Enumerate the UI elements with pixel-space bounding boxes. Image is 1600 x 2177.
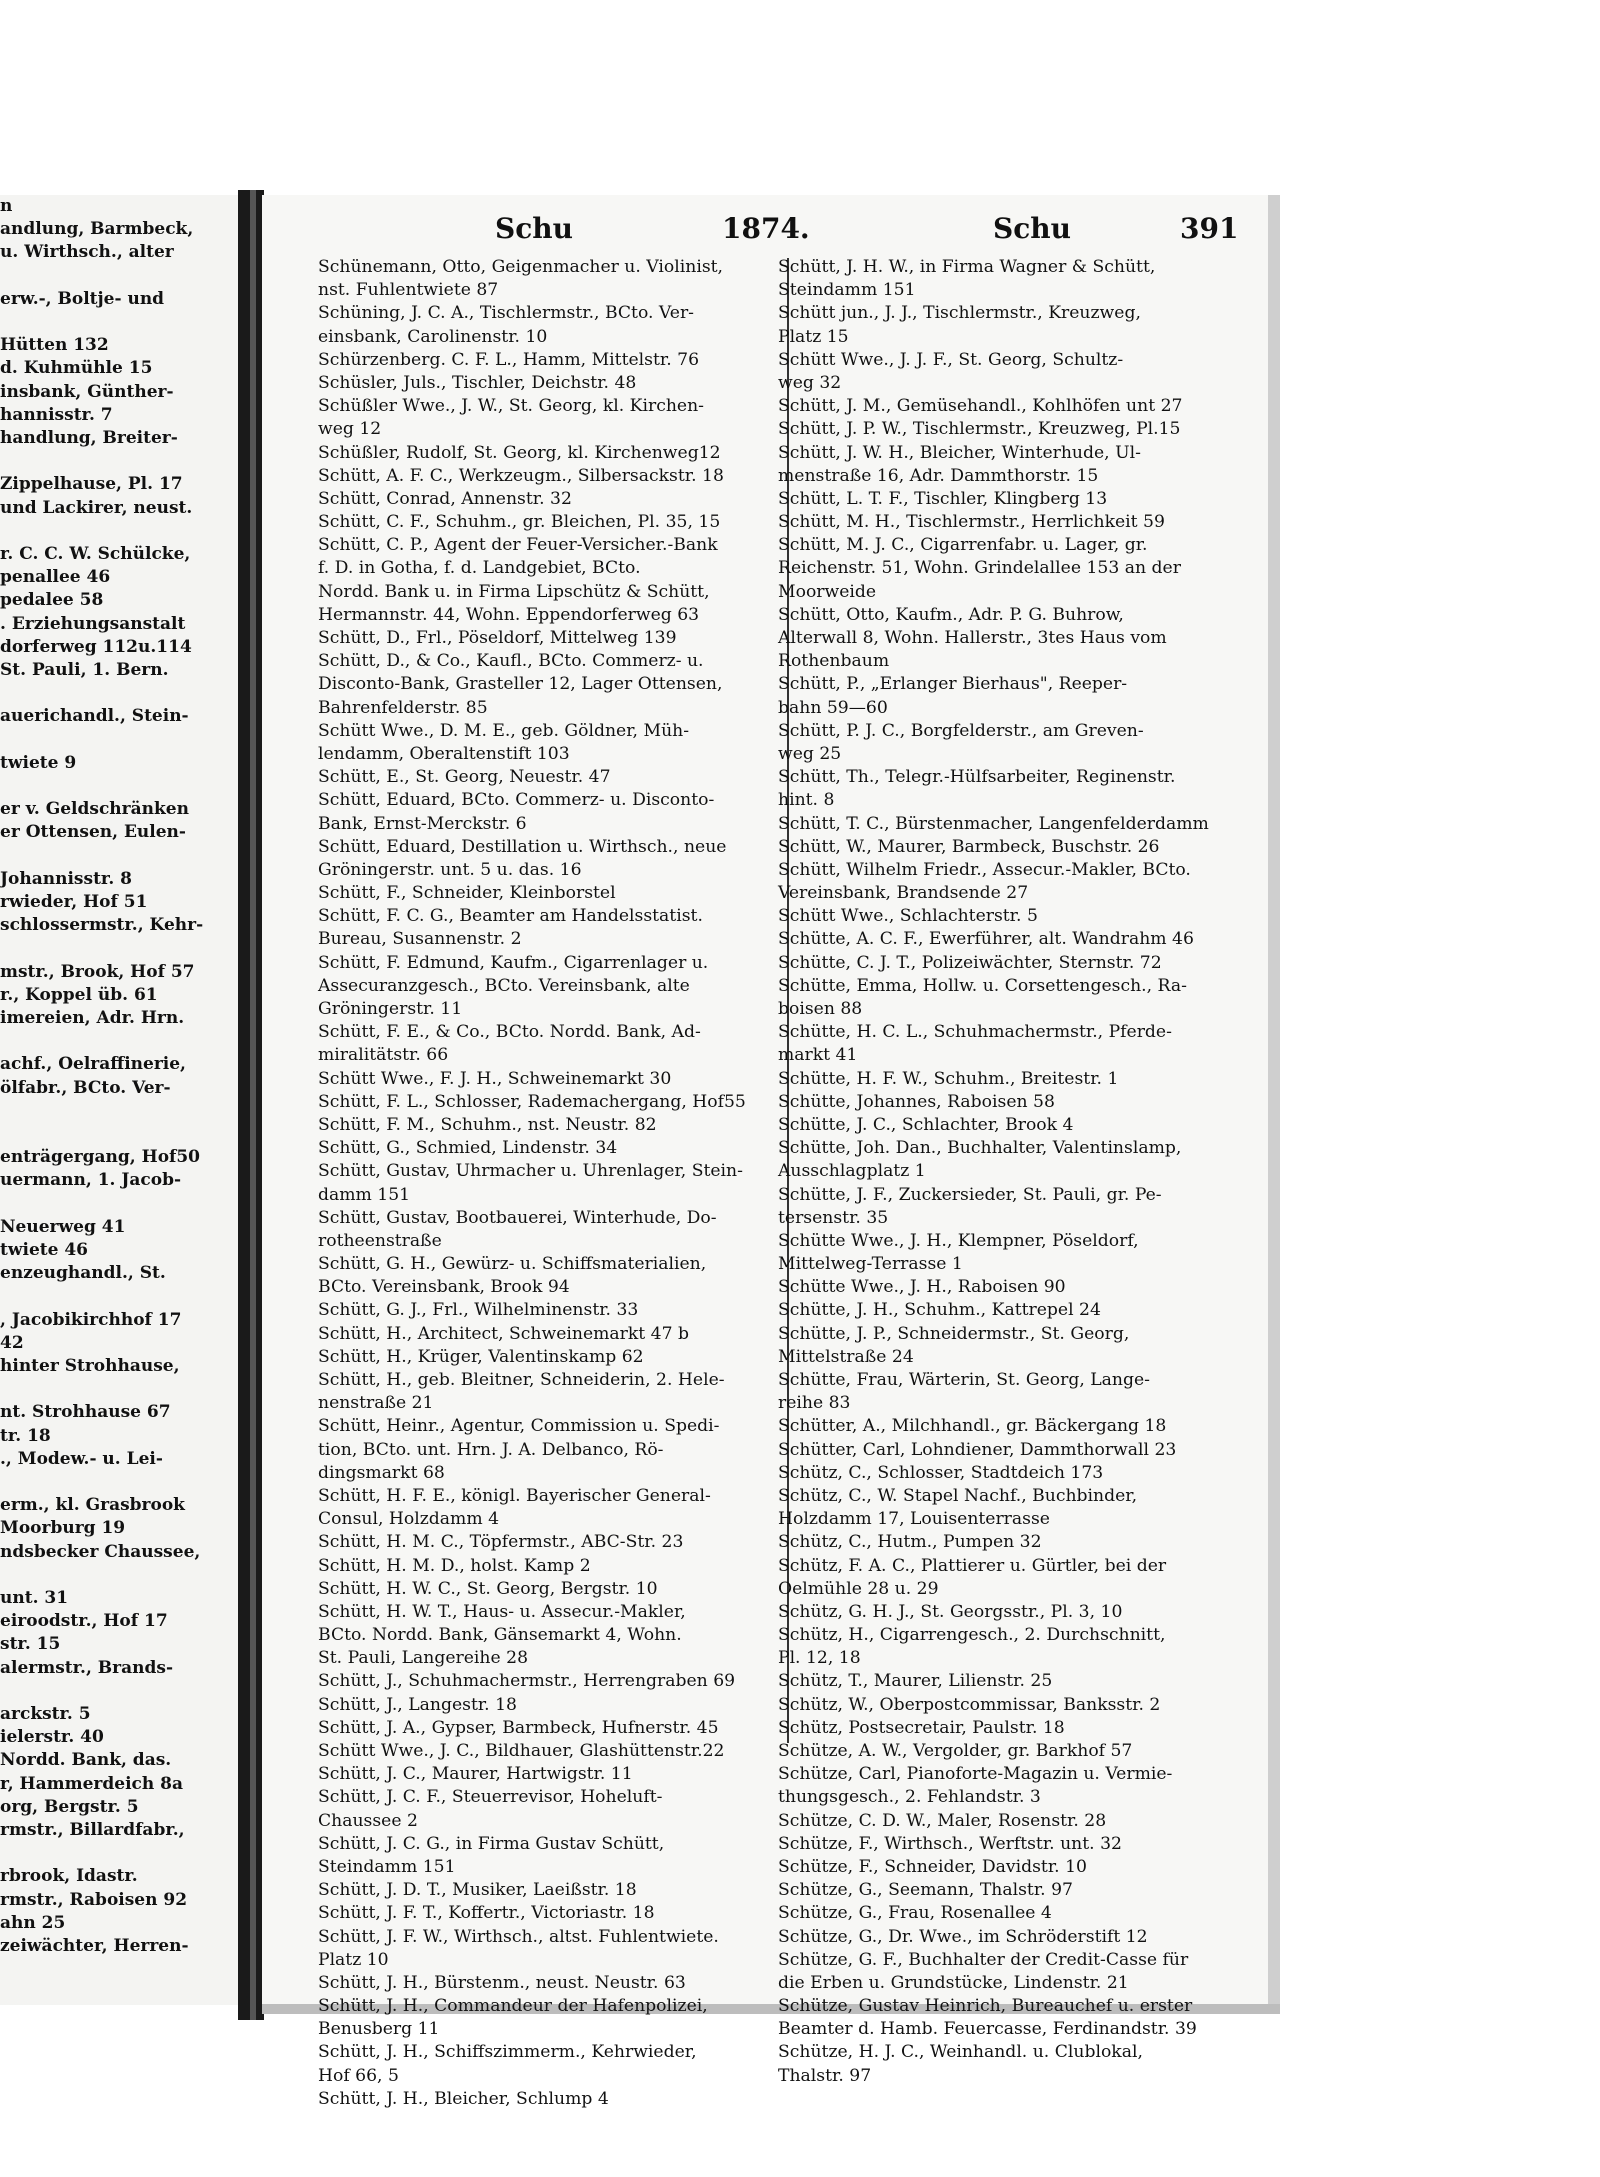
directory-entry-line: Schütt, H. M. C., Töpfermstr., ABC-Str. 23 <box>318 1532 684 1553</box>
directory-entry-line: Chaussee 2 <box>318 1810 418 1831</box>
directory-entry-line: Schütt, H., Architect, Schweinemarkt 47 b <box>318 1323 689 1344</box>
left-page-line: St. Pauli, 1. Bern. <box>0 660 169 680</box>
directory-entry-line: BCto. Nordd. Bank, Gänsemarkt 4, Wohn. <box>318 1625 682 1646</box>
directory-entry-line: Schüßler Wwe., J. W., St. Georg, kl. Kirchen- <box>318 396 704 417</box>
directory-entry-line: Assecuranzgesch., BCto. Vereinsbank, alte <box>318 975 690 996</box>
left-page-line: r, Hammerdeich 8a <box>0 1773 184 1794</box>
directory-entry-line: Platz 10 <box>318 1949 389 1970</box>
directory-entry-line: Schütt, J. H., Schiffszimmerm., Kehrwieder, <box>318 2042 697 2063</box>
directory-entry-line: Schütt jun., J. J., Tischlermstr., Kreuzweg, <box>778 303 1141 324</box>
directory-entry-line: Schütze, G., Dr. Wwe., im Schröderstift 12 <box>778 1926 1148 1947</box>
directory-entry-line: St. Pauli, Langereihe 28 <box>318 1648 529 1669</box>
directory-entry-line: Schütze, G. F., Buchhalter der Credit-Casse für <box>778 1949 1189 1970</box>
directory-entry-line: Schütze, C. D. W., Maler, Rosenstr. 28 <box>778 1810 1107 1831</box>
left-page-line: nt. Strohhause 67 <box>0 1402 171 1423</box>
header-year: 1874. <box>722 212 810 245</box>
left-page-line: alermstr., Brands- <box>0 1657 174 1678</box>
left-page-line: er v. Geldschränken <box>0 799 189 820</box>
left-page-line: pedalee 58 <box>0 590 104 611</box>
directory-entry-line: Schütte Wwe., J. H., Raboisen 90 <box>778 1277 1066 1298</box>
directory-entry-line: Schütze, F., Wirthsch., Werftstr. unt. 32 <box>778 1833 1122 1854</box>
directory-entry-line: Ausschlagplatz 1 <box>778 1161 926 1182</box>
directory-entry-line: Schütt, F. E., & Co., BCto. Nordd. Bank, Ad- <box>318 1022 701 1043</box>
directory-entry-line: Schüsler, Juls., Tischler, Deichstr. 48 <box>318 372 637 393</box>
directory-entry-line: Schütte, H. C. L., Schuhmachermstr., Pferde- <box>778 1022 1172 1043</box>
directory-entry-line: Schütt, J. C., Maurer, Hartwigstr. 11 <box>318 1764 633 1785</box>
left-page-line: Nordd. Bank, das. <box>0 1750 172 1771</box>
left-page-line: rmstr., Billardfabr., <box>0 1820 185 1840</box>
left-page-line: mstr., Brook, Hof 57 <box>0 961 195 982</box>
directory-entry-line: Benusberg 11 <box>318 2019 440 2040</box>
directory-entry-line: Schütt Wwe., J. C., Bildhauer, Glashüttenstr.22 <box>318 1741 725 1761</box>
left-page-line: penallee 46 <box>0 567 111 588</box>
page-number: 391 <box>1180 212 1239 245</box>
left-page-line: rbrook, Idastr. <box>0 1866 138 1887</box>
left-page-line: r. C. C. W. Schülcke, <box>0 544 191 564</box>
left-page-line: ahn 25 <box>0 1912 66 1933</box>
directory-entry-line: weg 12 <box>318 419 382 440</box>
left-page-line: insbank, Günther- <box>0 381 174 402</box>
left-page-line: rwieder, Hof 51 <box>0 892 148 912</box>
directory-entry-line: Schütt, J. F. W., Wirthsch., altst. Fuhlentwiete. <box>318 1926 719 1947</box>
directory-entry-line: Schütt, C. P., Agent der Feuer-Versicher.-Bank <box>318 535 718 556</box>
left-page-line: 42 <box>0 1332 24 1353</box>
directory-entry-line: Schütt, G., Schmied, Lindenstr. 34 <box>318 1138 618 1159</box>
directory-entry-line: Schütt, J. C. G., in Firma Gustav Schütt, <box>318 1833 665 1854</box>
directory-entry-line: Schütt, E., St. Georg, Neuestr. 47 <box>318 767 611 788</box>
directory-entry-line: thungsgesch., 2. Fehlandstr. 3 <box>778 1787 1041 1808</box>
directory-entry-line: Schütt, P., „Erlanger Bierhaus", Reeper- <box>778 674 1128 695</box>
directory-entry-line: Schütte, J. C., Schlachter, Brook 4 <box>778 1114 1074 1135</box>
directory-entry-line: tion, BCto. unt. Hrn. J. A. Delbanco, Rö- <box>318 1439 664 1460</box>
left-page-line: eiroodstr., Hof 17 <box>0 1611 168 1632</box>
directory-entry-line: Schütt, J. H. W., in Firma Wagner & Schütt, <box>778 257 1156 277</box>
left-page-line: arckstr. 5 <box>0 1704 91 1724</box>
directory-entry-line: weg 32 <box>778 372 842 393</box>
directory-entry-line: Schütt, F. Edmund, Kaufm., Cigarrenlager u. <box>318 952 709 973</box>
left-page-line: ölfabr., BCto. Ver- <box>0 1077 171 1098</box>
directory-entry-line: Schünemann, Otto, Geigenmacher u. Violinist, <box>318 257 724 277</box>
directory-entry-line: Schütte Wwe., J. H., Klempner, Pöseldorf, <box>778 1230 1139 1251</box>
directory-entry-line: Hof 66, 5 <box>318 2065 399 2086</box>
directory-entry-line: Schütt, H., geb. Bleitner, Schneiderin, 2. Hele- <box>318 1370 725 1390</box>
directory-entry-line: Schütter, A., Milchhandl., gr. Bäckergang 18 <box>778 1416 1167 1437</box>
directory-entry-line: Mittelstraße 24 <box>778 1346 914 1367</box>
directory-entry-line: Bank, Ernst-Merckstr. 6 <box>318 813 527 834</box>
directory-entry-line: Schütt, Gustav, Bootbauerei, Winterhude, Do- <box>318 1207 717 1228</box>
directory-entry-line: die Erben u. Grundstücke, Lindenstr. 21 <box>778 1972 1129 1993</box>
left-page-line: zeiwächter, Herren- <box>0 1936 189 1956</box>
directory-entry-line: Schütt, J. H., Bleicher, Schlump 4 <box>318 2088 609 2109</box>
directory-entry-line: Schütz, Postsecretair, Paulstr. 18 <box>778 1717 1065 1738</box>
left-page-line: andlung, Barmbeck, <box>0 219 194 240</box>
directory-entry-line: Schütte, Joh. Dan., Buchhalter, Valentinslamp, <box>778 1138 1182 1159</box>
left-page-line: ., Modew.- u. Lei- <box>0 1448 163 1469</box>
left-page-line: erw.-, Boltje- und <box>0 288 165 309</box>
directory-entry-line: Schütt Wwe., J. J. F., St. Georg, Schultz- <box>778 349 1124 370</box>
directory-entry-line: Schütte, Johannes, Raboisen 58 <box>778 1091 1055 1112</box>
left-page-line: schlossermstr., Kehr- <box>0 915 204 936</box>
directory-entry-line: Schütt, J., Schuhmachermstr., Herrengraben 69 <box>318 1671 736 1692</box>
left-page-line: r., Koppel üb. 61 <box>0 984 158 1005</box>
directory-entry-line: Schütze, Carl, Pianoforte-Magazin u. Vermie- <box>778 1764 1173 1785</box>
directory-entry-line: f. D. in Gotha, f. d. Landgebiet, BCto. <box>318 558 641 579</box>
directory-entry-line: Schütt, J. A., Gypser, Barmbeck, Hufnerstr. 45 <box>318 1717 719 1738</box>
directory-entry-line: Disconto-Bank, Grasteller 12, Lager Ottensen, <box>318 674 723 695</box>
left-page-line: org, Bergstr. 5 <box>0 1796 139 1817</box>
directory-entry-line: Schütt, J. W. H., Bleicher, Winterhude, Ul- <box>778 442 1141 463</box>
directory-entry-line: Platz 15 <box>778 326 849 347</box>
left-page-line: hinter Strohhause, <box>0 1356 180 1376</box>
directory-entry-line: Schütt, W., Maurer, Barmbeck, Buschstr. 26 <box>778 836 1160 857</box>
directory-entry-line: Nordd. Bank u. in Firma Lipschütz & Schütt, <box>318 581 710 602</box>
directory-entry-line: Schütt, H. F. E., königl. Bayerischer General- <box>318 1485 711 1506</box>
directory-entry-line: Schütt, F., Schneider, Kleinborstel <box>318 883 616 904</box>
directory-entry-line: Schütt, G. H., Gewürz- u. Schiffsmaterialien, <box>318 1254 707 1275</box>
directory-entry-line: tersenstr. 35 <box>778 1207 889 1228</box>
directory-entry-line: Schütte, Emma, Hollw. u. Corsettengesch., Ra- <box>778 975 1187 996</box>
directory-entry-line: Schütt, D., & Co., Kaufl., BCto. Commerz- u. <box>318 651 704 672</box>
directory-entry-line: Schüning, J. C. A., Tischlermstr., BCto. Ver- <box>318 303 694 324</box>
directory-entry-line: Reichenstr. 51, Wohn. Grindelallee 153 an der <box>778 558 1181 579</box>
directory-entry-line: Schütz, C., Schlosser, Stadtdeich 173 <box>778 1462 1104 1483</box>
left-page-line: u. Wirthsch., alter <box>0 242 174 263</box>
directory-entry-line: rotheenstraße <box>318 1230 442 1251</box>
directory-entry-line: Schütt, H. W. C., St. Georg, Bergstr. 10 <box>318 1578 658 1599</box>
directory-entry-line: Schütt, Heinr., Agentur, Commission u. Spedi- <box>318 1416 720 1437</box>
directory-entry-line: Schütt, P. J. C., Borgfelderstr., am Greven- <box>778 720 1144 741</box>
directory-entry-line: Schütt, Wilhelm Friedr., Assecur.-Makler, BCto. <box>778 859 1191 880</box>
directory-entry-line: Schütt, M. H., Tischlermstr., Herrlichkeit 59 <box>778 512 1165 533</box>
directory-entry-line: Pl. 12, 18 <box>778 1648 861 1669</box>
directory-entry-line: Schütt, L. T. F., Tischler, Klingberg 13 <box>778 488 1108 509</box>
left-page-line: imereien, Adr. Hrn. <box>0 1008 185 1028</box>
left-page-line: Hütten 132 <box>0 335 109 356</box>
directory-entry-line: Schütze, G., Seemann, Thalstr. 97 <box>778 1880 1073 1901</box>
directory-entry-line: Schütt, Eduard, Destillation u. Wirthsch., neue <box>318 836 727 857</box>
directory-column-right <box>778 256 1248 2088</box>
directory-entry-line: Schütt, J. C. F., Steuerrevisor, Hoheluft- <box>318 1787 663 1808</box>
directory-entry-line: Steindamm 151 <box>318 1856 456 1877</box>
directory-entry-line: Bahrenfelderstr. 85 <box>318 697 488 718</box>
directory-entry-line: Schütt, J. D. T., Musiker, Laeißstr. 18 <box>318 1880 637 1901</box>
directory-entry-line: Schütte, J. P., Schneidermstr., St. Georg, <box>778 1323 1130 1344</box>
directory-entry-line: Schütt Wwe., D. M. E., geb. Göldner, Müh- <box>318 720 690 741</box>
directory-entry-line: Schütt, G. J., Frl., Wilhelminenstr. 33 <box>318 1300 639 1321</box>
directory-entry-line: Schütt, Gustav, Uhrmacher u. Uhrenlager, Stein- <box>318 1161 743 1182</box>
directory-entry-line: Schütz, W., Oberpostcommissar, Banksstr. 2 <box>778 1694 1161 1715</box>
directory-entry-line: Holzdamm 17, Louisenterrasse <box>778 1509 1050 1530</box>
left-page-line: Johannisstr. 8 <box>0 868 132 889</box>
directory-entry-line: Schütt, H. W. T., Haus- u. Assecur.-Makler, <box>318 1601 686 1622</box>
header-right-catchword: Schu <box>993 212 1071 245</box>
directory-entry-line: Schütz, H., Cigarrengesch., 2. Durchschnitt, <box>778 1625 1166 1646</box>
left-page-line: erm., kl. Grasbrook <box>0 1495 185 1516</box>
directory-entry-line: Schütt, H., Krüger, Valentinskamp 62 <box>318 1346 644 1367</box>
directory-entry-line: einsbank, Carolinenstr. 10 <box>318 326 548 347</box>
left-page-fragment <box>0 195 238 2005</box>
left-page-line: achf., Oelraffinerie, <box>0 1054 186 1075</box>
left-page-line: . Erziehungsanstalt <box>0 613 186 634</box>
directory-entry-line: Schütt, D., Frl., Pöseldorf, Mittelweg 139 <box>318 628 677 648</box>
directory-entry-line: nenstraße 21 <box>318 1393 434 1414</box>
directory-entry-line: Gröningerstr. unt. 5 u. das. 16 <box>318 859 582 880</box>
directory-entry-line: Schütt, F. C. G., Beamter am Handelsstatist. <box>318 906 703 927</box>
directory-entry-line: Schütt, M. J. C., Cigarrenfabr. u. Lager, gr. <box>778 535 1148 556</box>
directory-entry-line: Thalstr. 97 <box>778 2065 872 2086</box>
directory-entry-line: Oelmühle 28 u. 29 <box>778 1578 939 1599</box>
directory-entry-line: hint. 8 <box>778 790 835 811</box>
left-page-line: twiete 46 <box>0 1240 89 1260</box>
left-page-line: d. Kuhmühle 15 <box>0 358 153 379</box>
left-page-line: Moorburg 19 <box>0 1518 126 1539</box>
directory-entry-line: Schüßler, Rudolf, St. Georg, kl. Kirchenweg12 <box>318 442 721 463</box>
left-page-line: twiete 9 <box>0 752 77 773</box>
left-page-line: n <box>0 196 13 216</box>
directory-entry-line: Schütt, Th., Telegr.-Hülfsarbeiter, Reginenstr. <box>778 767 1176 788</box>
left-page-line: ielerstr. 40 <box>0 1727 104 1748</box>
directory-entry-line: Schütze, F., Schneider, Davidstr. 10 <box>778 1856 1087 1877</box>
directory-entry-line: Schütz, G. H. J., St. Georgsstr., Pl. 3, 10 <box>778 1601 1123 1622</box>
page-edge <box>1268 195 1280 2010</box>
directory-entry-line: nst. Fuhlentwiete 87 <box>318 280 499 301</box>
directory-entry-line: Schütze, A. W., Vergolder, gr. Barkhof 57 <box>778 1741 1133 1761</box>
left-page-line: hannisstr. 7 <box>0 404 113 425</box>
directory-entry-line: Schütze, H. J. C., Weinhandl. u. Clublokal, <box>778 2042 1143 2063</box>
left-page-line: auerichandl., Stein- <box>0 706 189 727</box>
directory-entry-line: bahn 59—60 <box>778 697 888 718</box>
directory-entry-line: Schütt, F. L., Schlosser, Rademachergang, Hof55 <box>318 1091 746 1112</box>
directory-column-left <box>318 256 780 2111</box>
directory-entry-line: Beamter d. Hamb. Feuercasse, Ferdinandstr. 39 <box>778 2019 1197 2040</box>
directory-entry-line: damm 151 <box>318 1184 411 1205</box>
directory-entry-line: Schütt, Eduard, BCto. Commerz- u. Disconto- <box>318 790 715 811</box>
left-page-line: rmstr., Raboisen 92 <box>0 1889 188 1910</box>
left-page-line: str. 15 <box>0 1634 61 1655</box>
left-page-line: Zippelhause, Pl. 17 <box>0 474 183 495</box>
directory-entry-line: Schütt, J. H., Commandeur der Hafenpolizei, <box>318 1996 708 2017</box>
directory-entry-line: dingsmarkt 68 <box>318 1462 445 1483</box>
directory-entry-line: Bureau, Susannenstr. 2 <box>318 929 522 950</box>
left-page-line: enträgergang, Hof50 <box>0 1147 201 1168</box>
directory-entry-line: Vereinsbank, Brandsende 27 <box>778 883 1029 904</box>
directory-entry-line: Schütt, J. M., Gemüsehandl., Kohlhöfen unt 27 <box>778 396 1183 417</box>
left-page-line: handlung, Breiter- <box>0 428 178 448</box>
directory-entry-line: Schütt, Conrad, Annenstr. 32 <box>318 488 572 509</box>
directory-entry-line: Schütz, T., Maurer, Lilienstr. 25 <box>778 1671 1053 1692</box>
directory-entry-line: reihe 83 <box>778 1393 851 1414</box>
directory-entry-line: Schütte, J. H., Schuhm., Kattrepel 24 <box>778 1300 1101 1321</box>
directory-entry-line: Schütte, C. J. T., Polizeiwächter, Sternstr. 72 <box>778 952 1162 973</box>
directory-entry-line: Schütt, H. M. D., holst. Kamp 2 <box>318 1555 591 1576</box>
left-page-line: Neuerweg 41 <box>0 1216 126 1237</box>
header-left-catchword: Schu <box>495 212 573 245</box>
directory-entry-line: Schütte, H. F. W., Schuhm., Breitestr. 1 <box>778 1068 1119 1089</box>
directory-entry-line: Schütt, T. C., Bürstenmacher, Langenfelderdamm <box>778 813 1209 834</box>
left-page-line: ndsbecker Chaussee, <box>0 1541 201 1562</box>
directory-entry-line: Schütt, F. M., Schuhm., nst. Neustr. 82 <box>318 1114 657 1135</box>
directory-entry-line: Schütt, Otto, Kaufm., Adr. P. G. Buhrow, <box>778 604 1124 625</box>
directory-entry-line: Schütt Wwe., F. J. H., Schweinemarkt 30 <box>318 1068 672 1089</box>
directory-entry-line: Schütze, G., Frau, Rosenallee 4 <box>778 1903 1052 1924</box>
directory-entry-line: Schütz, C., W. Stapel Nachf., Buchbinder, <box>778 1485 1138 1506</box>
directory-entry-line: Schütte, Frau, Wärterin, St. Georg, Lange- <box>778 1370 1150 1390</box>
left-page-line: er Ottensen, Eulen- <box>0 822 186 843</box>
directory-entry-line: boisen 88 <box>778 999 863 1019</box>
directory-entry-line: Schütze, Gustav Heinrich, Bureauchef u. erster <box>778 1996 1193 2017</box>
directory-entry-line: Consul, Holzdamm 4 <box>318 1509 500 1530</box>
left-page-line: dorferweg 112u.114 <box>0 636 192 657</box>
directory-entry-line: Schütt, J. F. T., Koffertr., Victoriastr. 18 <box>318 1903 655 1924</box>
directory-entry-line: Schütt, J., Langestr. 18 <box>318 1694 517 1715</box>
directory-entry-line: Schütt, C. F., Schuhm., gr. Bleichen, Pl. 35, 15 <box>318 512 721 533</box>
directory-entry-line: Rothenbaum <box>778 651 890 672</box>
directory-entry-line: menstraße 16, Adr. Dammthorstr. 15 <box>778 465 1099 486</box>
directory-entry-line: BCto. Vereinsbank, Brook 94 <box>318 1277 570 1298</box>
directory-entry-line: Schütt, J. P. W., Tischlermstr., Kreuzweg, Pl.15 <box>778 419 1181 440</box>
directory-entry-line: weg 25 <box>778 743 842 764</box>
directory-entry-line: Schütz, F. A. C., Plattierer u. Gürtler, bei der <box>778 1555 1167 1576</box>
directory-entry-line: Gröningerstr. 11 <box>318 999 463 1019</box>
directory-entry-line: Mittelweg-Terrasse 1 <box>778 1254 963 1275</box>
left-page-line: unt. 31 <box>0 1588 69 1608</box>
directory-entry-line: Schütte, A. C. F., Ewerführer, alt. Wandrahm 46 <box>778 929 1194 950</box>
gutter-shadow <box>250 190 256 2020</box>
left-page-line: enzeughandl., St. <box>0 1263 166 1284</box>
directory-entry-line: Schütter, Carl, Lohndiener, Dammthorwall 23 <box>778 1439 1177 1460</box>
left-page-line: uermann, 1. Jacob- <box>0 1170 182 1191</box>
directory-entry-line: Schütt, A. F. C., Werkzeugm., Silbersackstr. 18 <box>318 465 724 486</box>
directory-entry-line: Moorweide <box>778 581 877 602</box>
left-page-line: und Lackirer, neust. <box>0 497 193 518</box>
left-page-line: , Jacobikirchhof 17 <box>0 1309 182 1330</box>
directory-entry-line: markt 41 <box>778 1045 858 1066</box>
directory-entry-line: lendamm, Oberaltenstift 103 <box>318 743 570 764</box>
directory-entry-line: Hermannstr. 44, Wohn. Eppendorferweg 63 <box>318 604 700 625</box>
left-page-line: tr. 18 <box>0 1425 51 1446</box>
directory-entry-line: Schütt Wwe., Schlachterstr. 5 <box>778 906 1038 927</box>
directory-entry-line: Schürzenberg. C. F. L., Hamm, Mittelstr. 76 <box>318 349 699 370</box>
directory-entry-line: Alterwall 8, Wohn. Hallerstr., 3tes Haus vom <box>778 628 1167 648</box>
directory-entry-line: miralitätstr. 66 <box>318 1045 449 1066</box>
directory-entry-line: Steindamm 151 <box>778 280 916 301</box>
directory-entry-line: Schütte, J. F., Zuckersieder, St. Pauli, gr. Pe- <box>778 1184 1162 1205</box>
directory-entry-line: Schütz, C., Hutm., Pumpen 32 <box>778 1532 1042 1553</box>
directory-entry-line: Schütt, J. H., Bürstenm., neust. Neustr. 63 <box>318 1972 686 1993</box>
